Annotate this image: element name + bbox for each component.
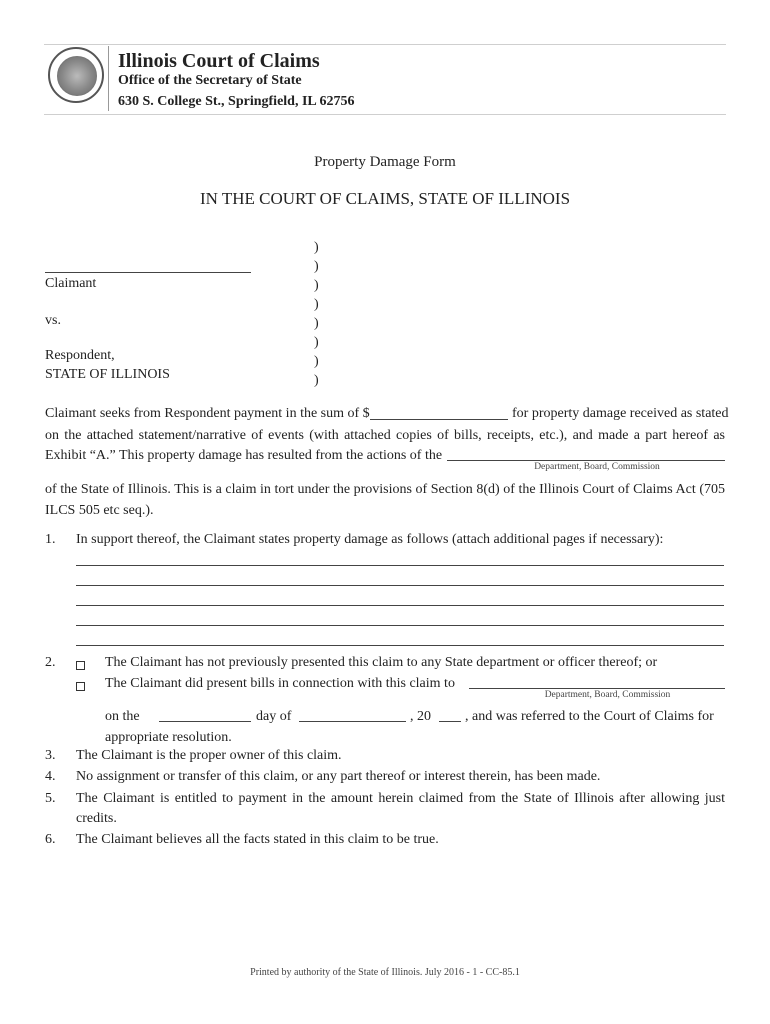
claimant-name-field[interactable] (45, 272, 251, 273)
damage-line[interactable] (76, 645, 724, 646)
item-5-number: 5. (45, 791, 56, 806)
header-office: Office of the Secretary of State (118, 73, 302, 88)
item-1-text: In support thereof, the Claimant states property damage as follows (attach additional pages if necessary): (76, 532, 664, 547)
intro-line1a: Claimant seeks from Respondent payment in the sum of $ (45, 406, 370, 421)
item-2b-text: The Claimant did present bills in connection with this claim to (105, 676, 455, 691)
damage-line[interactable] (76, 605, 724, 606)
state-seal-icon (48, 47, 104, 103)
item-5-text: The Claimant is entitled to payment in the amount herein claimed from the State of Illinois after allowing just (76, 791, 725, 806)
year-prefix-label: , 20 (410, 709, 431, 724)
respondent-label: Respondent, (45, 348, 115, 363)
caption-paren: ) (314, 240, 319, 255)
intro-line4: of the State of Illinois. This is a claim in tort under the provisions of Section 8(d) of the Illinois Court of Claims Act (705 (45, 482, 725, 497)
claimant-label: Claimant (45, 276, 97, 291)
item-4-text: No assignment or transfer of this claim, or any part thereof or interest therein, has been made. (76, 769, 601, 784)
presented-month-field[interactable] (299, 721, 406, 722)
form-title: Property Damage Form (314, 154, 456, 170)
header-divider (108, 46, 109, 111)
header-top-rule (44, 44, 726, 45)
caption-paren: ) (314, 354, 319, 369)
state-label: STATE OF ILLINOIS (45, 367, 170, 382)
amount-field[interactable] (370, 419, 508, 420)
footer-text: Printed by authority of the State of Illinois. July 2016 - 1 - CC-85.1 (250, 967, 520, 978)
caption-paren: ) (314, 335, 319, 350)
day-of-label: day of (256, 709, 292, 724)
presented-day-field[interactable] (159, 721, 251, 722)
on-the-label: on the (105, 709, 140, 724)
header-address: 630 S. College St., Springfield, IL 62756 (118, 94, 355, 109)
caption-paren: ) (314, 278, 319, 293)
referred-text: , and was referred to the Court of Claims for (465, 709, 714, 724)
caption-paren: ) (314, 259, 319, 274)
appropriate-text: appropriate resolution. (105, 730, 232, 745)
item-2a-text: The Claimant has not previously presented this claim to any State department or officer thereof; or (105, 655, 658, 670)
intro-line2: on the attached statement/narrative of events (with attached copies of bills, receipts, etc.), and made a part hereof as (45, 428, 725, 443)
damage-line[interactable] (76, 565, 724, 566)
department-field[interactable] (447, 460, 725, 461)
caption-paren: ) (314, 373, 319, 388)
presented-to-field[interactable] (469, 688, 725, 689)
item-5-text-cont: credits. (76, 811, 117, 826)
damage-line[interactable] (76, 585, 724, 586)
vs-label: vs. (45, 313, 61, 328)
did-present-checkbox[interactable] (76, 677, 85, 695)
department-caption-2: Department, Board, Commission (544, 690, 671, 700)
item-6-text: The Claimant believes all the facts stated in this claim to be true. (76, 832, 439, 847)
item-1-number: 1. (45, 532, 56, 547)
court-title: IN THE COURT OF CLAIMS, STATE OF ILLINOIS (199, 189, 571, 208)
intro-line3: Exhibit “A.” This property damage has resulted from the actions of the (45, 448, 443, 463)
caption-paren: ) (314, 297, 319, 312)
not-presented-checkbox[interactable] (76, 656, 85, 674)
department-caption: Department, Board, Commission (534, 462, 660, 472)
damage-line[interactable] (76, 625, 724, 626)
header-bottom-rule (44, 114, 726, 115)
intro-line1b: for property damage received as stated (512, 406, 729, 421)
item-6-number: 6. (45, 832, 56, 847)
caption-paren: ) (314, 316, 319, 331)
item-2-number: 2. (45, 655, 56, 670)
header-title: Illinois Court of Claims (118, 50, 320, 72)
presented-year-field[interactable] (439, 721, 461, 722)
item-3-number: 3. (45, 748, 56, 763)
item-4-number: 4. (45, 769, 56, 784)
item-3-text: The Claimant is the proper owner of this claim. (76, 748, 342, 763)
intro-line5: ILCS 505 etc seq.). (45, 503, 154, 518)
